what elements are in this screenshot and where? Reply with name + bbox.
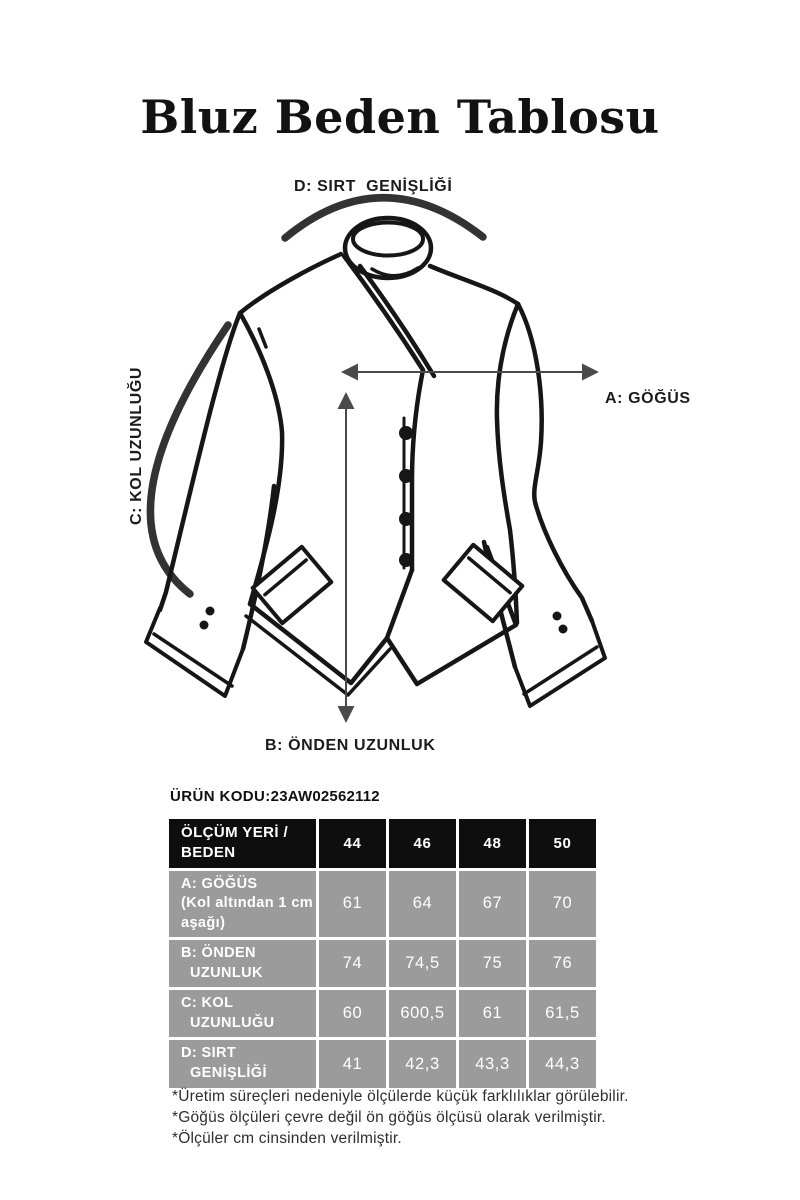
page-title: Bluz Beden Tablosu	[140, 90, 660, 144]
table-row-chest	[169, 871, 596, 938]
row-label: D: SIRT GENİŞLİĞİ	[169, 1040, 316, 1087]
header-size-50: 50	[529, 819, 596, 868]
cell-value: 70	[529, 871, 596, 938]
header-size-46: 46	[389, 819, 456, 868]
footnote: *Göğüs ölçüleri çevre değil ön göğüs ölçüsü olarak verilmiştir.	[172, 1109, 606, 1126]
label-sleeve-length: C: KOL UZUNLUĞU	[128, 366, 145, 525]
cell-value: 64	[389, 871, 456, 938]
footnotes	[172, 1086, 629, 1149]
size-table	[166, 816, 599, 1091]
cell-value: 76	[529, 940, 596, 987]
table-header-row	[169, 819, 596, 868]
left-sleeve-outer	[160, 313, 240, 610]
table-row-front-length	[169, 940, 596, 987]
cell-value: 74	[319, 940, 386, 987]
cell-value: 42,3	[389, 1040, 456, 1087]
footnote: *Üretim süreçleri nedeniyle ölçülerde küçük farklılıklar görülebilir.	[172, 1088, 629, 1105]
product-code-label: ÜRÜN KODU:	[170, 788, 271, 805]
label-back-width: D: SIRT GENİŞLİĞİ	[294, 178, 453, 195]
row-label: A: GÖĞÜS (Kol altından 1 cm aşağı)	[169, 871, 316, 938]
cell-value: 61,5	[529, 990, 596, 1037]
front-edge	[412, 370, 423, 570]
row-label: B: ÖNDEN UZUNLUK	[169, 940, 316, 987]
sleeve-length-arc	[150, 325, 228, 594]
product-code-value: 23AW02562112	[270, 788, 380, 805]
cell-value: 74,5	[389, 940, 456, 987]
product-code	[170, 788, 380, 805]
header-size-44: 44	[319, 819, 386, 868]
right-sleeve-outer	[518, 304, 592, 621]
cell-value: 67	[459, 871, 526, 938]
cell-value: 41	[319, 1040, 386, 1087]
cell-value: 60	[319, 990, 386, 1037]
cell-value: 44,3	[529, 1040, 596, 1087]
header-measure-cell: ÖLÇÜM YERİ / BEDEN	[169, 819, 316, 868]
cell-value: 61	[319, 871, 386, 938]
collar-opening	[353, 223, 423, 256]
header-size-48: 48	[459, 819, 526, 868]
garment-diagram	[120, 190, 680, 750]
table-row-sleeve-length	[169, 990, 596, 1037]
right-cuff	[515, 621, 605, 706]
footnote: *Ölçüler cm cinsinden verilmiştir.	[172, 1130, 402, 1147]
row-label: C: KOL UZUNLUĞU	[169, 990, 316, 1037]
cell-value: 61	[459, 990, 526, 1037]
cell-value: 600,5	[389, 990, 456, 1037]
label-front-length: B: ÖNDEN UZUNLUK	[265, 737, 436, 754]
label-chest: A: GÖĞÜS	[605, 390, 691, 407]
table-row-back-width	[169, 1040, 596, 1087]
cell-value: 75	[459, 940, 526, 987]
cell-value: 43,3	[459, 1040, 526, 1087]
